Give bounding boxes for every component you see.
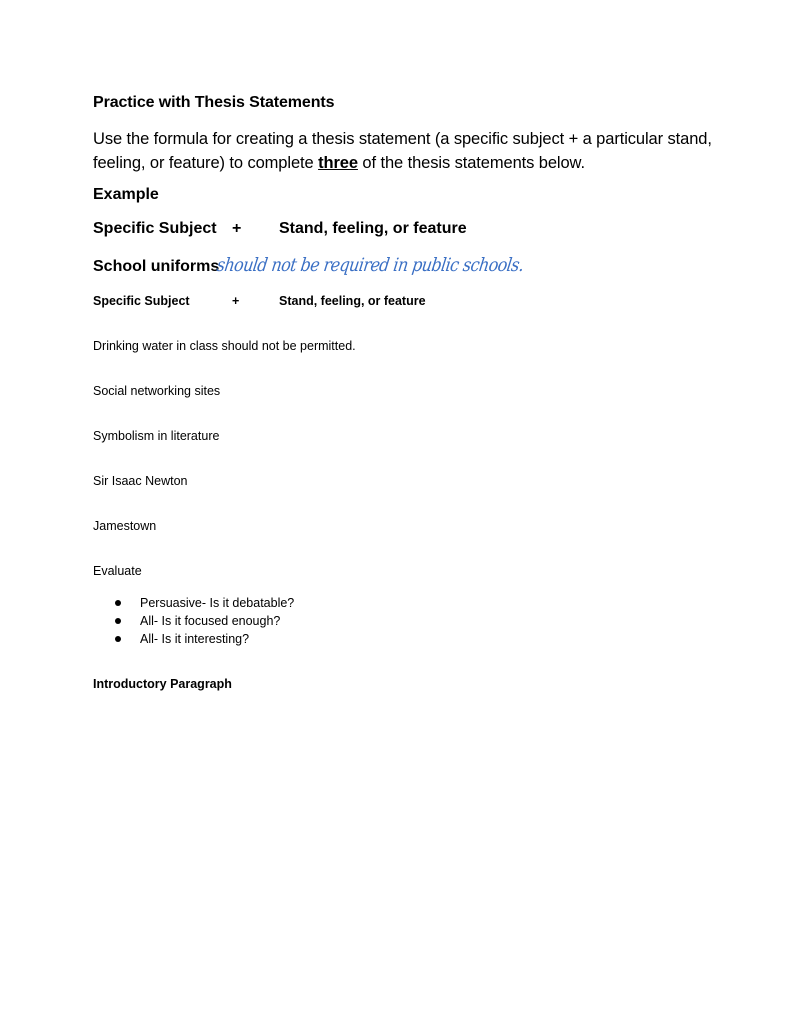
instructions-text-end: of the thesis statements below. [357, 154, 585, 172]
section-heading-introductory-paragraph: Introductory Paragraph [93, 677, 232, 691]
formula-small-plus: + [232, 294, 240, 308]
handwritten-stand: should not be required in public schools. [215, 253, 526, 276]
bullet-icon [115, 618, 121, 624]
formula-small-subject: Specific Subject [93, 294, 190, 308]
prompt-item: Symbolism in literature [93, 429, 220, 443]
criteria-text: All- Is it interesting? [140, 632, 250, 646]
instructions-paragraph [93, 127, 713, 175]
formula-small [93, 294, 493, 312]
formula-large-stand: Stand, feeling, or feature [279, 220, 467, 237]
criteria-item [115, 612, 294, 630]
criteria-list [115, 594, 294, 648]
example-heading: Example [93, 186, 159, 203]
example-subject: School uniforms [93, 258, 220, 275]
criteria-item [115, 630, 294, 648]
formula-large [93, 220, 593, 242]
example-sentence [93, 255, 693, 283]
criteria-text: All- Is it focused enough? [140, 614, 281, 628]
prompt-item: Jamestown [93, 519, 157, 533]
bullet-icon [115, 636, 121, 642]
formula-small-stand: Stand, feeling, or feature [279, 294, 426, 308]
prompt-item: Sir Isaac Newton [93, 474, 188, 488]
criteria-text: Persuasive- Is it debatable? [140, 596, 295, 610]
instructions-emphasis: three [318, 154, 358, 172]
document-title: Practice with Thesis Statements [93, 94, 335, 111]
prompt-item: Drinking water in class should not be permitted. [93, 339, 356, 353]
bullet-icon [115, 600, 121, 606]
prompt-item: Social networking sites [93, 384, 221, 398]
formula-large-subject: Specific Subject [93, 220, 217, 237]
evaluate-label: Evaluate [93, 564, 142, 578]
formula-large-plus: + [232, 220, 242, 237]
instructions-text-start: Use the formula for creating a thesis statement (a specific subject + a particular stand, feeling, or feature) to complete [93, 130, 712, 172]
criteria-item [115, 594, 294, 612]
